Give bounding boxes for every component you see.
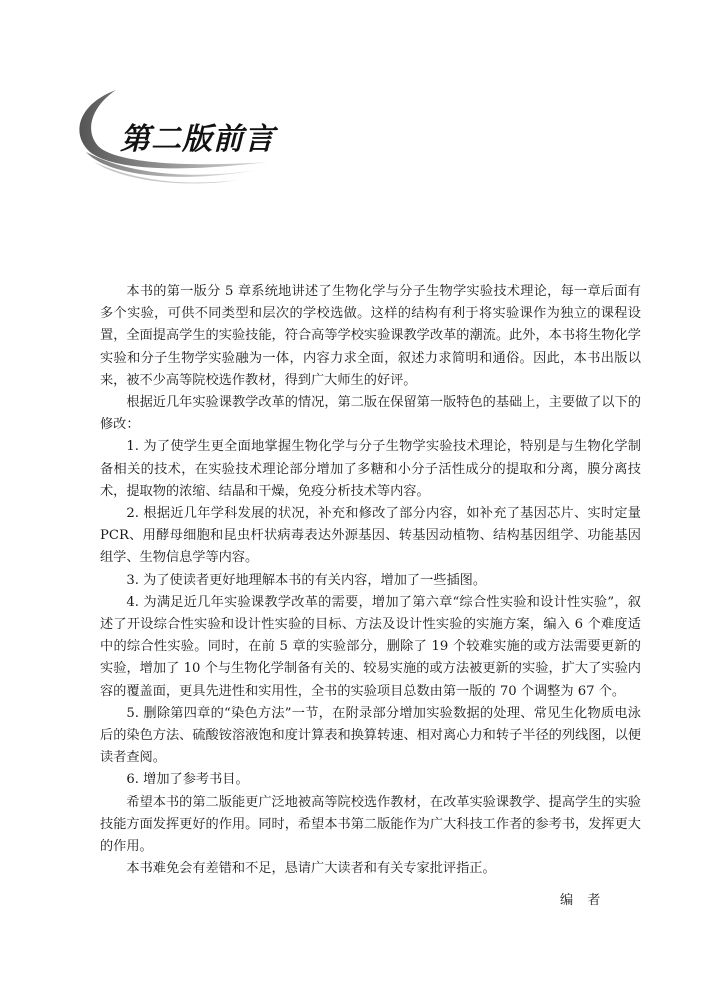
page-title: 第二版前言 <box>120 122 275 157</box>
paragraph: 4. 为满足近几年实验课教学改革的需要，增加了第六章“综合性实验和设计性实验”，叙述了开设综合性实验和设计性实验的目标、方法及设计性实验的实施方案，编入 6 个难度适中的综合性实验。同时，在前 5 章的实验部分，删除了 19 个较难实施的或方法需要更新的实验，增加了 10 个与生物化学制备有关的、较易实施的或方法被更新的实验，扩大了实验内容的覆盖面，更具先进性和实用性，全书的实验项目总数由第一版的 70 个调整为 67 个。 <box>100 594 641 699</box>
paragraph: 本书难免会有差错和不足，恳请广大读者和有关专家批评指正。 <box>126 861 496 877</box>
signature: 编者 <box>560 893 615 908</box>
title-block <box>68 82 298 192</box>
paragraph: 本书的第一版分 5 章系统地讲述了生物化学与分子生物学实验技术理论，每一章后面有多个实验，可供不同类型和层次的学校选做。这样的结构有利于将实验课作为独立的课程设置，全面提高学生的实验技能，符合高等学校实验课教学改革的潮流。此外，本书将生物化学实验和分子生物学实验融为一体，内容力求全面，叙述力求简明和通俗。因此，本书出版以来，被不少高等院校选作教材，得到广大师生的好评。 <box>100 284 641 388</box>
paragraph: 希望本书的第二版能更广泛地被高等院校选作教材，在改革实验课教学、提高学生的实验技能方面发挥更好的作用。同时，希望本书第二版能作为广大科技工作者的参考书，发挥更大的作用。 <box>100 794 641 855</box>
preface-body <box>100 281 641 880</box>
paragraph: 6. 增加了参考书目。 <box>126 772 249 788</box>
paragraph: 1. 为了使学生更全面地掌握生物化学与分子生物学实验技术理论，特别是与生物化学制备相关的技术，在实验技术理论部分增加了多糖和小分子活性成分的提取和分离，膜分离技术，提取物的浓缩、结晶和干燥，免疫分析技术等内容。 <box>100 439 641 499</box>
paragraph: 根据近几年实验课教学改革的情况，第二版在保留第一版特色的基础上，主要做了以下的修改： <box>100 395 641 433</box>
paragraph: 2. 根据近几年学科发展的状况，补充和修改了部分内容，如补充了基因芯片、实时定量 PCR、用酵母细胞和昆虫杆状病毒表达外源基因、转基因动植物、结构基因组学、功能基因组学、生物信息学等内容。 <box>100 506 641 566</box>
paragraph: 5. 删除第四章的“染色方法”一节，在附录部分增加实验数据的处理、常见生化物质电泳后的染色方法、硫酸铵溶液饱和度计算表和换算转速、相对离心力和转子半径的列线图，以便读者查阅。 <box>100 705 641 766</box>
paragraph: 3. 为了使读者更好地理解本书的有关内容，增加了一些插图。 <box>126 572 487 588</box>
